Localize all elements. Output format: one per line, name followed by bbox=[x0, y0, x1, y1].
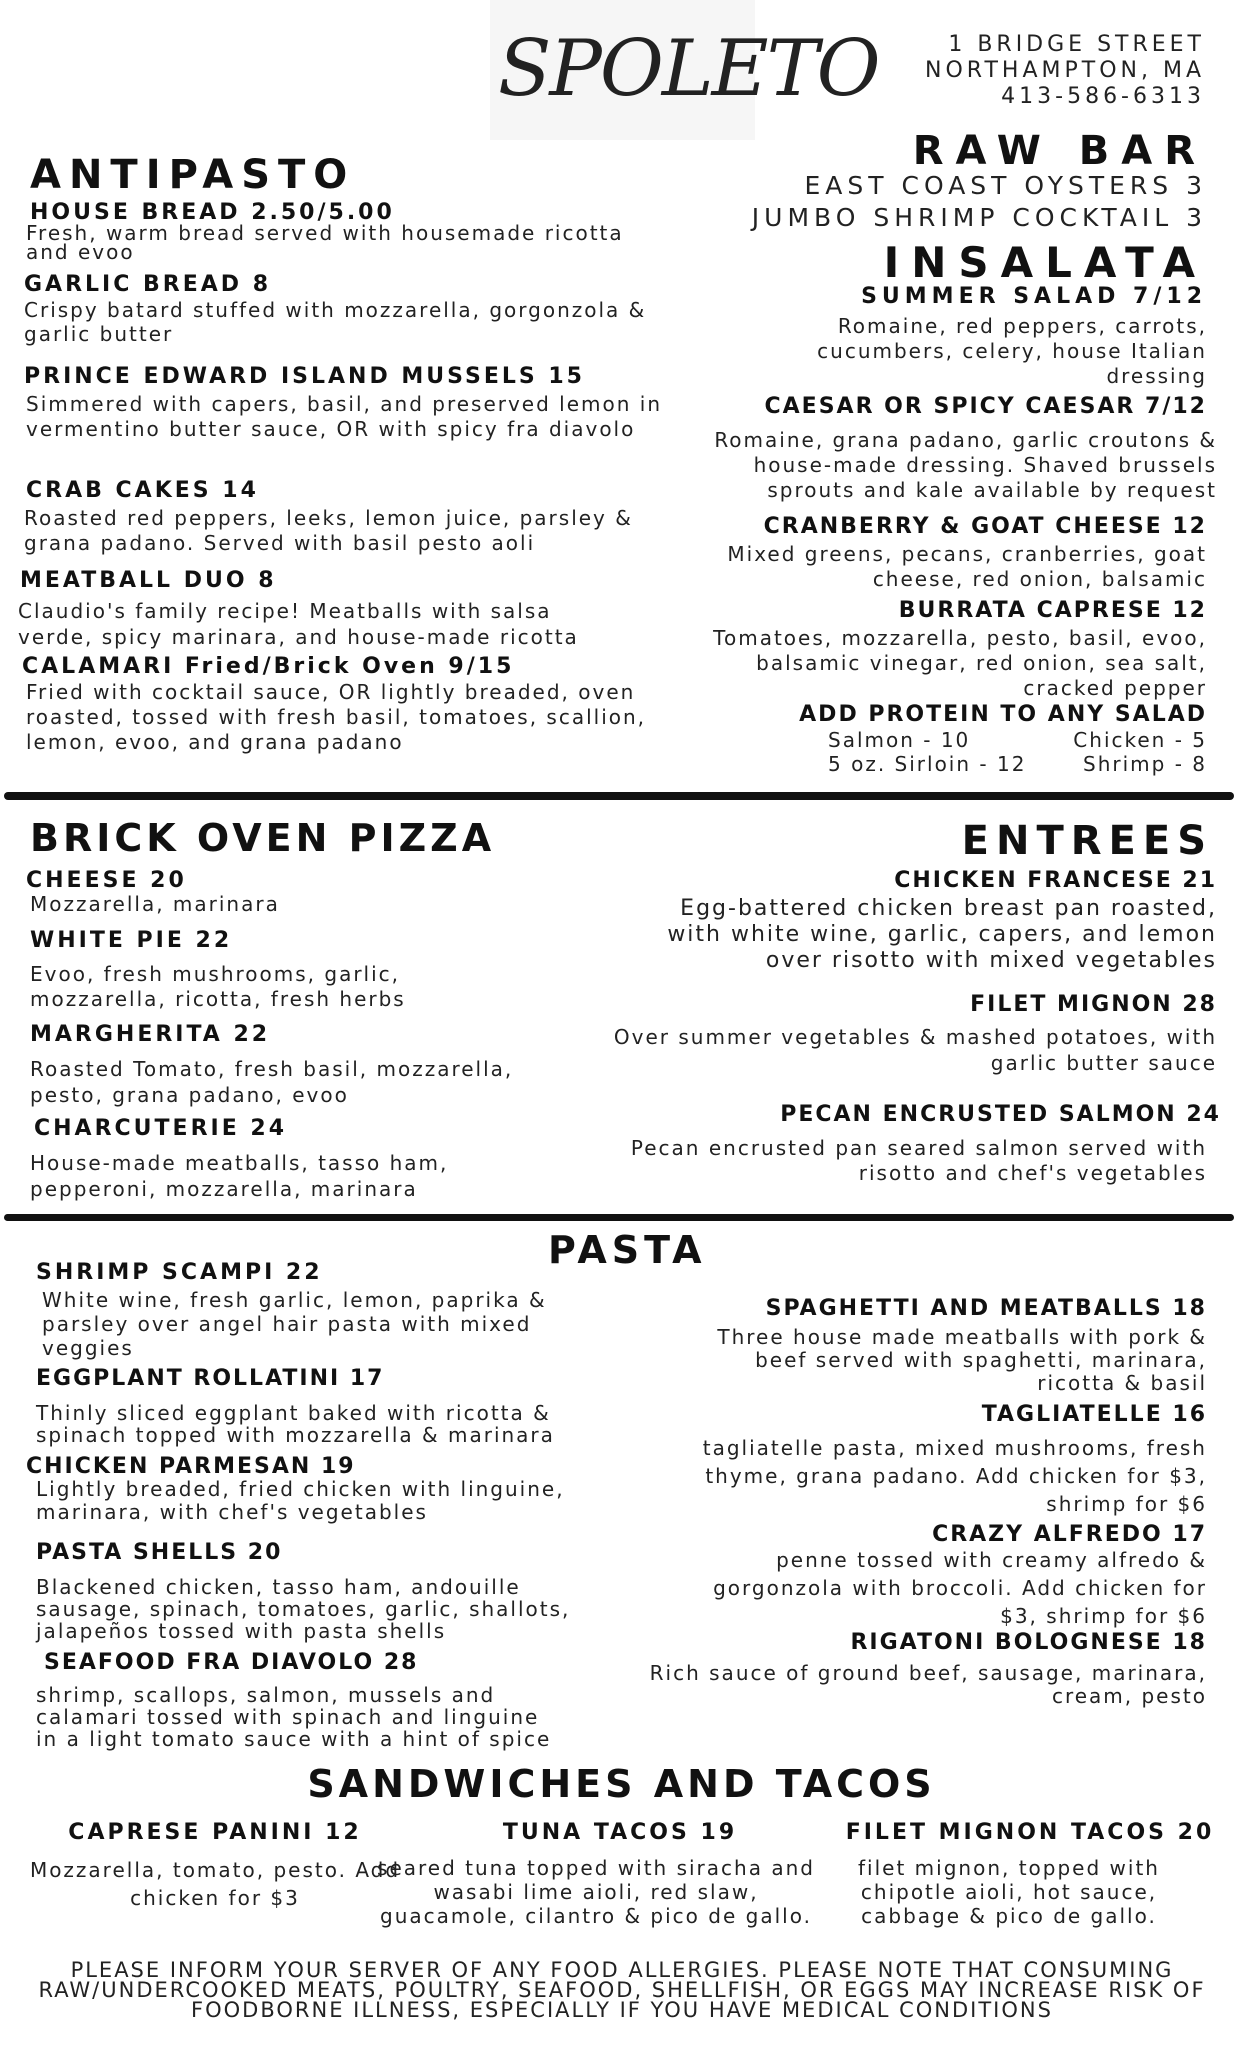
menu-item-desc: filet mignon, topped with chipotle aioli, hot sauce, cabbage & pico de gallo. bbox=[858, 1856, 1160, 1928]
menu-item-name: BURRATA CAPRESE 12 bbox=[898, 598, 1207, 623]
menu-item-name: SUMMER SALAD 7/12 bbox=[861, 284, 1207, 309]
address-phone: 413-586-6313 bbox=[1001, 84, 1205, 109]
menu-item-name: CRANBERRY & GOAT CHEESE 12 bbox=[763, 514, 1207, 539]
menu-item-name: CAESAR OR SPICY CAESAR 7/12 bbox=[764, 394, 1207, 419]
menu-item-desc: House-made meatballs, tasso ham, pepperoni, mozzarella, marinara bbox=[30, 1151, 449, 1201]
menu-item-desc: Egg-battered chicken breast pan roasted, with white wine, garlic, capers, and lemon over risotto with mixed vegetables bbox=[667, 896, 1217, 973]
protein-item: Salmon - 10 bbox=[828, 728, 971, 752]
menu-item-desc: Claudio's family recipe! Meatballs with salsa verde, spicy marinara, and house-made ricotta bbox=[18, 599, 579, 649]
menu-item-name: CALAMARI Fried/Brick Oven 9/15 bbox=[22, 654, 515, 679]
menu-item-desc: White wine, fresh garlic, lemon, paprika & parsley over angel hair pasta with mixed veggies bbox=[42, 1288, 547, 1360]
menu-item-name: CAPRESE PANINI 12 bbox=[68, 1820, 362, 1845]
menu-item-name: MEATBALL DUO 8 bbox=[20, 568, 277, 593]
menu-item-desc: Over summer vegetables & mashed potatoes, with garlic butter sauce bbox=[613, 1025, 1217, 1075]
logo bbox=[490, 0, 879, 140]
menu-item-name: EGGPLANT ROLLATINI 17 bbox=[36, 1366, 385, 1391]
divider bbox=[4, 792, 1234, 800]
menu-item-desc: Tomatoes, mozzarella, pesto, basil, evoo, balsamic vinegar, red onion, sea salt, cracked pepper bbox=[713, 626, 1207, 700]
menu-item-desc: Thinly sliced eggplant baked with ricotta & spinach topped with mozzarella & marinara bbox=[36, 1401, 555, 1447]
menu-item-name: PECAN ENCRUSTED SALMON 24 bbox=[780, 1102, 1221, 1127]
menu-item-desc: Fried with cocktail sauce, OR lightly breaded, oven roasted, tossed with fresh basil, tomatoes, scallion, lemon, evoo, and grana padano bbox=[26, 680, 647, 754]
raw-bar-title: RAW BAR bbox=[912, 128, 1207, 174]
menu-item-name: TAGLIATELLE 16 bbox=[981, 1402, 1207, 1427]
menu-item-desc: penne tossed with creamy alfredo & gorgonzola with broccoli. Add chicken for $3, shrimp for $6 bbox=[713, 1548, 1207, 1628]
menu-item-desc: Lightly breaded, fried chicken with linguine, marinara, with chef's vegetables bbox=[36, 1477, 565, 1524]
menu-item-desc: Fresh, warm bread served with housemade ricotta and evoo bbox=[26, 221, 624, 264]
menu-item-desc: Mozzarella, marinara bbox=[30, 892, 280, 916]
menu-item-desc: Rich sauce of ground beef, sausage, marinara, cream, pesto bbox=[649, 1661, 1207, 1708]
allergy-disclaimer: PLEASE INFORM YOUR SERVER OF ANY FOOD ALLERGIES. PLEASE NOTE THAT CONSUMING RAW/UNDERCOOKED MEATS, POULTRY, SEAFOOD, SHELLFISH, OR EGGS MAY INCREASE RISK OF FOODBORNE ILLNESS, ESPECIALLY IF YOU HAVE MEDICAL CONDITIONS bbox=[38, 1958, 1206, 2022]
address-street: 1 BRIDGE STREET bbox=[948, 32, 1205, 57]
divider bbox=[4, 1214, 1234, 1221]
menu-item-name: CHICKEN PARMESAN 19 bbox=[26, 1454, 356, 1479]
insalata-title: INSALATA bbox=[883, 238, 1207, 287]
menu-item-name: TUNA TACOS 19 bbox=[502, 1820, 738, 1845]
menu-item-name: CHICKEN FRANCESE 21 bbox=[894, 868, 1217, 893]
pasta-title: PASTA bbox=[548, 1228, 707, 1272]
antipasto-title: ANTIPASTO bbox=[30, 152, 356, 198]
menu-item-name: CHEESE 20 bbox=[26, 868, 187, 893]
address bbox=[825, 32, 1205, 110]
menu-item-name: FILET MIGNON 28 bbox=[970, 992, 1217, 1017]
menu-item-name: MARGHERITA 22 bbox=[30, 1022, 271, 1047]
menu-item-desc: seared tuna topped with siracha and wasabi lime aioli, red slaw, guacamole, cilantro & pico de gallo. bbox=[377, 1856, 815, 1928]
raw-bar-item: JUMBO SHRIMP COCKTAIL 3 bbox=[751, 203, 1207, 232]
menu-item-name: CRAB CAKES 14 bbox=[26, 478, 259, 503]
menu-item-desc: tagliatelle pasta, mixed mushrooms, fresh thyme, grana padano. Add chicken for $3, shrimp for $6 bbox=[702, 1436, 1207, 1516]
menu-item-name: SHRIMP SCAMPI 22 bbox=[36, 1260, 323, 1285]
menu-item-desc: Roasted red peppers, leeks, lemon juice, parsley & grana padano. Served with basil pesto aoli bbox=[24, 506, 633, 555]
menu-item-name: PRINCE EDWARD ISLAND MUSSELS 15 bbox=[24, 364, 585, 389]
menu-item-desc: Mixed greens, pecans, cranberries, goat cheese, red onion, balsamic bbox=[727, 542, 1207, 591]
menu-item-name: CRAZY ALFREDO 17 bbox=[932, 1522, 1207, 1547]
menu-item-name: RIGATONI BOLOGNESE 18 bbox=[850, 1630, 1207, 1655]
menu-item-desc: Crispy batard stuffed with mozzarella, gorgonzola & garlic butter bbox=[24, 298, 647, 346]
menu-item-desc: Three house made meatballs with pork & beef served with spaghetti, marinara, ricotta & basil bbox=[717, 1325, 1207, 1395]
sandwiches-title: SANDWICHES AND TACOS bbox=[307, 1762, 936, 1806]
logo-text: SPOLETO bbox=[498, 24, 879, 114]
entrees-title: ENTREES bbox=[961, 818, 1213, 864]
menu-item-desc: Pecan encrusted pan seared salmon served with risotto and chef's vegetables bbox=[630, 1136, 1207, 1185]
pizza-title: BRICK OVEN PIZZA bbox=[30, 816, 496, 860]
protein-item: Chicken - 5 bbox=[1073, 728, 1207, 752]
menu-item-name: SPAGHETTI AND MEATBALLS 18 bbox=[765, 1296, 1207, 1321]
menu-item-desc: Evoo, fresh mushrooms, garlic, mozzarella, ricotta, fresh herbs bbox=[30, 962, 406, 1011]
menu-item-name: FILET MIGNON TACOS 20 bbox=[845, 1820, 1215, 1845]
menu-item-desc: Roasted Tomato, fresh basil, mozzarella, pesto, grana padano, evoo bbox=[30, 1057, 514, 1107]
menu-item-name: CHARCUTERIE 24 bbox=[34, 1116, 287, 1141]
menu-item-name: SEAFOOD FRA DIAVOLO 28 bbox=[44, 1650, 419, 1675]
protein-title: ADD PROTEIN TO ANY SALAD bbox=[799, 702, 1207, 727]
menu-item-desc: Simmered with capers, basil, and preserved lemon in vermentino butter sauce, OR with spicy fra diavolo bbox=[26, 392, 663, 441]
menu-item-name: WHITE PIE 22 bbox=[30, 928, 233, 953]
menu-item-desc: Romaine, red peppers, carrots, cucumbers, celery, house Italian dressing bbox=[817, 314, 1207, 388]
menu-item-name: HOUSE BREAD 2.50/5.00 bbox=[30, 200, 395, 225]
address-city: NORTHAMPTON, MA bbox=[925, 58, 1205, 83]
protein-item: 5 oz. Sirloin - 12 bbox=[828, 752, 1027, 776]
menu-item-name: PASTA SHELLS 20 bbox=[36, 1540, 283, 1565]
menu-item-desc: Romaine, grana padano, garlic croutons & house-made dressing. Shaved brussels sprouts and kale available by request bbox=[714, 428, 1217, 502]
raw-bar-item: EAST COAST OYSTERS 3 bbox=[804, 171, 1207, 200]
menu-item-name: GARLIC BREAD 8 bbox=[24, 272, 272, 297]
protein-item: Shrimp - 8 bbox=[1083, 752, 1207, 776]
menu-item-desc: shrimp, scallops, salmon, mussels and calamari tossed with spinach and linguine in a light tomato sauce with a hint of spice bbox=[36, 1683, 552, 1751]
menu-item-desc: Mozzarella, tomato, pesto. Add chicken for $3 bbox=[29, 1858, 401, 1910]
menu-item-desc: Blackened chicken, tasso ham, andouille sausage, spinach, tomatoes, garlic, shallots, jalapeños tossed with pasta shells bbox=[36, 1575, 571, 1643]
